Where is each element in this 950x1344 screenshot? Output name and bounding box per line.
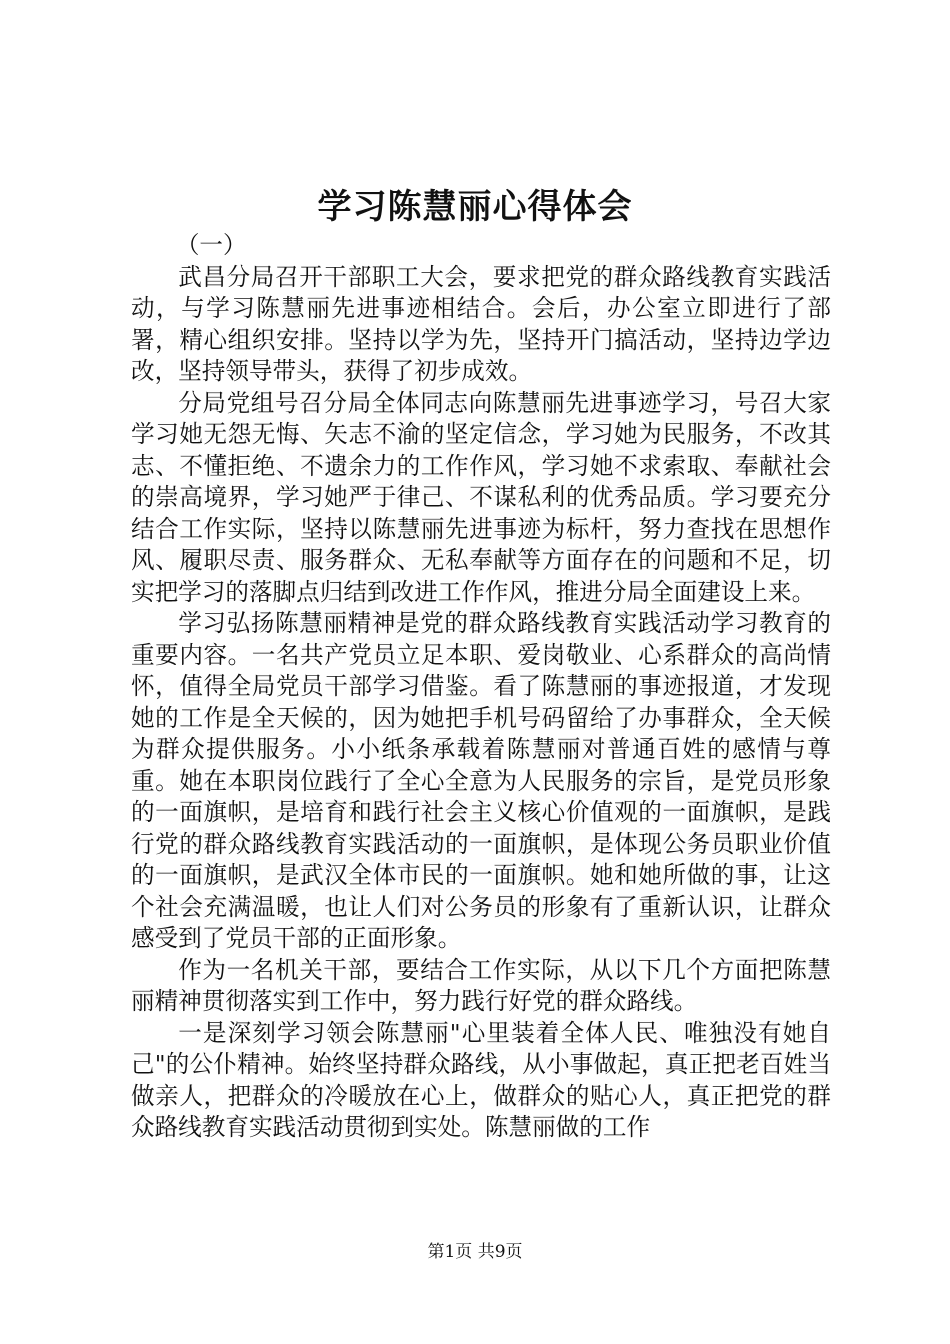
document-title: 学习陈慧丽心得体会 [317,187,633,227]
paragraph-5: 一是深刻学习领会陈慧丽"心里装着全体人民、唯独没有她自己"的公仆精神。始终坚持群众路线，从小事做起，真正把老百姓当做亲人，把群众的冷暖放在心上，做群众的贴心人，真正把党的群众路线教育实践活动贯彻到实处。陈慧丽做的工作 [131,1018,831,1141]
paragraph-2: 分局党组号召分局全体同志向陈慧丽先进事迹学习，号召大家学习她无怨无悔、矢志不渝的坚定信念，学习她为民服务，不改其志、不懂拒绝、不遗余力的工作作风，学习她不求索取、奉献社会的崇高境界，学习她严于律己、不谋私利的优秀品质。学习要充分结合工作实际，坚持以陈慧丽先进事迹为标杆，努力查找在思想作风、履职尽责、服务群众、无私奉献等方面存在的问题和不足，切实把学习的落脚点归结到改进工作作风，推进分局全面建设上来。 [131,388,831,606]
paragraph-3: 学习弘扬陈慧丽精神是党的群众路线教育实践活动学习教育的重要内容。一名共产党员立足本职、爱岗敬业、心系群众的高尚情怀，值得全局党员干部学习借鉴。看了陈慧丽的事迹报道，才发现她的工作是全天候的，因为她把手机号码留给了办事群众，全天候为群众提供服务。小小纸条承载着陈慧丽对普通百姓的感情与尊重。她在本职岗位践行了全心全意为人民服务的宗旨，是党员形象的一面旗帜，是培育和践行社会主义核心价值观的一面旗帜，是践行党的群众路线教育实践活动的一面旗帜，是体现公务员职业价值的一面旗帜，是武汉全体市民的一面旗帜。她和她所做的事，让这个社会充满温暖，也让人们对公务员的形象有了重新认识，让群众感受到了党员干部的正面形象。 [131,609,831,952]
section-marker: （一） [175,231,247,259]
page-footer: 第1页 共9页 [427,1242,523,1262]
document-body [131,230,831,1144]
paragraph-4: 作为一名机关干部，要结合工作实际，从以下几个方面把陈慧丽精神贯彻落实到工作中，努力践行好党的群众路线。 [131,955,831,1015]
paragraph-1: 武昌分局召开干部职工大会，要求把党的群众路线教育实践活动，与学习陈慧丽先进事迹相结合。会后，办公室立即进行了部署，精心组织安排。坚持以学为先，坚持开门搞活动，坚持边学边改，坚持领导带头，获得了初步成效。 [131,262,831,385]
